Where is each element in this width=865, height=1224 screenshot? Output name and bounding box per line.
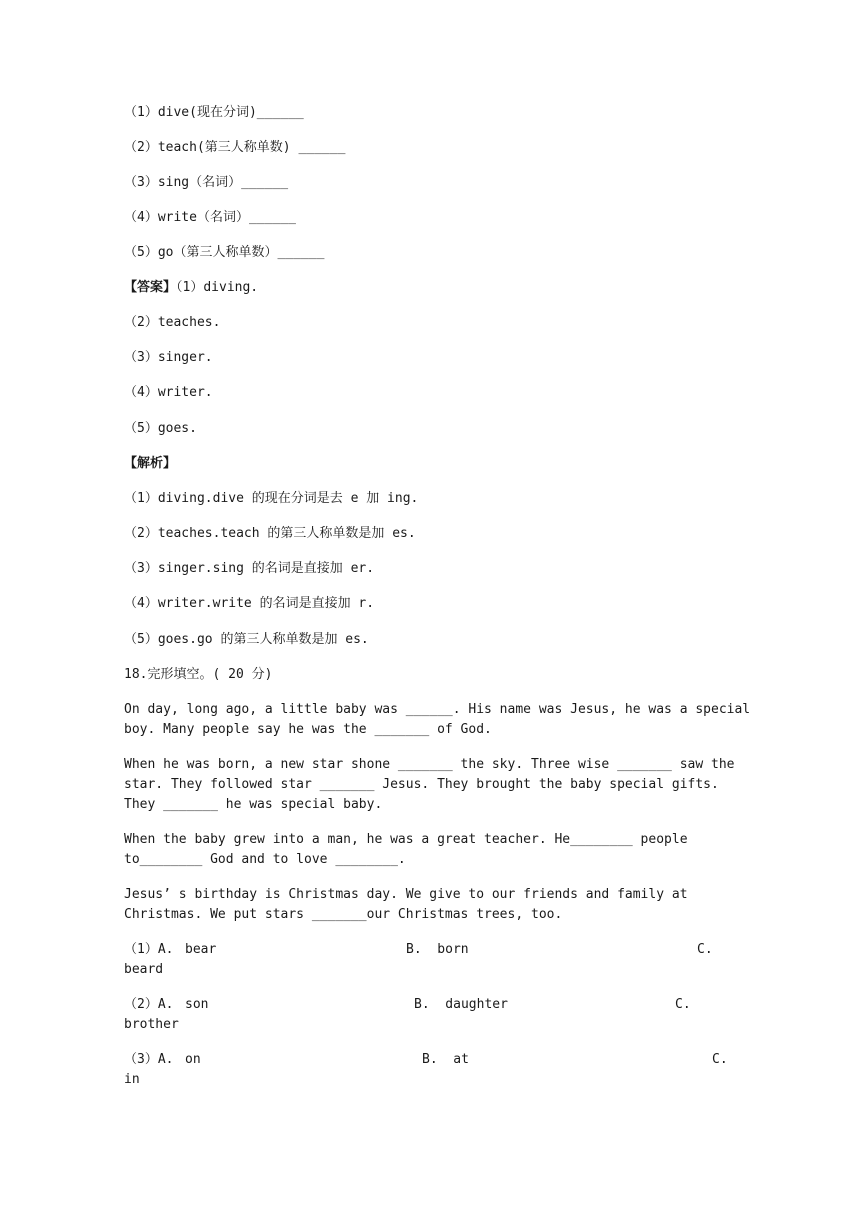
analysis-3: （3）singer.sing 的名词是直接加 er. <box>124 561 375 576</box>
answer-label: 【答案】 <box>124 280 177 295</box>
passage-line: boy. Many people say he was the _______ of God. <box>124 722 492 737</box>
option-c: brother <box>124 1017 179 1032</box>
passage-line: star. They followed star _______ Jesus. They brought the baby special gifts. <box>124 777 719 792</box>
option-b: B. born <box>406 942 469 957</box>
question-2: （2）teach(第三人称单数) ______ <box>124 140 346 155</box>
option-a: on <box>185 1052 201 1067</box>
option-number: （1）A. <box>124 942 174 957</box>
option-b: B. daughter <box>414 997 508 1012</box>
answer-line <box>124 278 258 298</box>
passage-line: Christmas. We put stars _______our Christmas trees, too. <box>124 907 563 922</box>
answer-2: （2）teaches. <box>124 315 221 330</box>
passage-line: Jesus’ s birthday is Christmas day. We give to our friends and family at <box>124 887 688 902</box>
option-c-label: C. <box>697 942 713 957</box>
passage-line: When the baby grew into a man, he was a great teacher. He________ people <box>124 832 688 847</box>
option-number: （2）A. <box>124 997 174 1012</box>
option-c: in <box>124 1072 140 1087</box>
option-b: B. at <box>422 1052 469 1067</box>
passage-line: On day, long ago, a little baby was ______. His name was Jesus, he was a special <box>124 702 751 717</box>
analysis-1: （1）diving.dive 的现在分词是去 e 加 ing. <box>124 491 419 506</box>
section-18-title: 18.完形填空。( 20 分) <box>124 667 273 682</box>
passage-line: When he was born, a new star shone _______ the sky. Three wise _______ saw the <box>124 757 735 772</box>
question-1: （1）dive(现在分词)______ <box>124 105 304 120</box>
passage-line: to________ God and to love ________. <box>124 852 406 867</box>
answer-3: （3）singer. <box>124 350 213 365</box>
analysis-4: （4）writer.write 的名词是直接加 r. <box>124 596 375 611</box>
option-a: son <box>185 997 209 1012</box>
analysis-2: （2）teaches.teach 的第三人称单数是加 es. <box>124 526 416 541</box>
option-c: beard <box>124 962 164 977</box>
option-c-label: C. <box>675 997 691 1012</box>
option-a: bear <box>185 942 217 957</box>
question-5: （5）go（第三人称单数）______ <box>124 245 325 260</box>
answer-1: （1）diving. <box>176 280 259 295</box>
analysis-label: 【解析】 <box>124 456 177 471</box>
option-number: （3）A. <box>124 1052 174 1067</box>
answer-4: （4）writer. <box>124 385 213 400</box>
question-4: （4）write（名词）______ <box>124 210 296 225</box>
question-3: （3）sing（名词）______ <box>124 175 289 190</box>
passage-line: They _______ he was special baby. <box>124 797 383 812</box>
answer-5: （5）goes. <box>124 421 197 436</box>
analysis-5: （5）goes.go 的第三人称单数是加 es. <box>124 632 369 647</box>
option-c-label: C. <box>712 1052 728 1067</box>
